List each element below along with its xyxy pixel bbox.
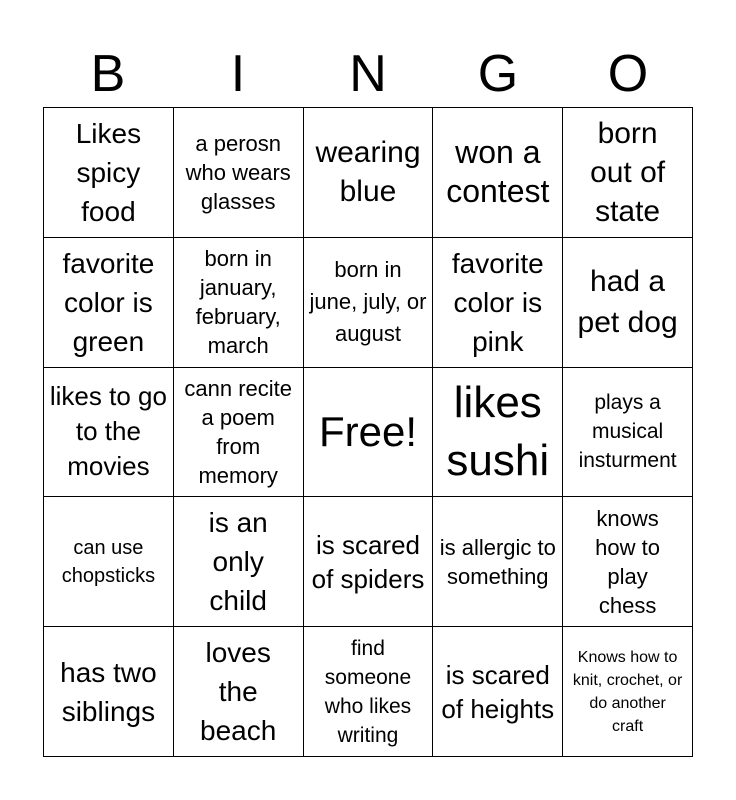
- bingo-cell[interactable]: [563, 627, 693, 757]
- cell-text: likes sushi: [446, 377, 550, 485]
- bingo-cell[interactable]: [304, 368, 434, 498]
- bingo-cell[interactable]: [563, 108, 693, 238]
- cell-text: is an only child: [208, 507, 268, 617]
- bingo-cell[interactable]: [304, 108, 434, 238]
- bingo-cell[interactable]: [433, 108, 563, 238]
- cell-text: Likes spicy food: [75, 117, 142, 227]
- cell-text: is allergic to something: [439, 534, 556, 589]
- bingo-cell[interactable]: [304, 497, 434, 627]
- bingo-cell[interactable]: [563, 368, 693, 498]
- cell-text: find someone who likes writing: [324, 636, 412, 747]
- bingo-cell[interactable]: [433, 497, 563, 627]
- bingo-cell[interactable]: [174, 627, 304, 757]
- cell-text: can use chopsticks: [61, 536, 156, 587]
- bingo-grid: [43, 107, 693, 757]
- header-letter-b: B: [90, 45, 126, 103]
- cell-text: born in january, february, march: [195, 246, 281, 359]
- cell-text: likes to go to the movies: [49, 381, 167, 482]
- cell-text: favorite color is green: [62, 247, 155, 357]
- bingo-header: [43, 40, 693, 108]
- bingo-cell[interactable]: [433, 238, 563, 368]
- bingo-cell[interactable]: [44, 627, 174, 757]
- bingo-cell[interactable]: [304, 238, 434, 368]
- cell-text: born out of state: [590, 116, 666, 228]
- bingo-cell[interactable]: [174, 238, 304, 368]
- bingo-cell[interactable]: [563, 238, 693, 368]
- cell-text: Knows how to knit, crochet, or do another craft: [572, 648, 683, 735]
- header-letter-g: G: [477, 45, 519, 103]
- cell-text: cann recite a poem from memory: [184, 375, 292, 488]
- bingo-cell[interactable]: [304, 627, 434, 757]
- header-letter-o: O: [607, 45, 649, 103]
- cell-text: knows how to play chess: [595, 505, 660, 618]
- bingo-cell[interactable]: [44, 497, 174, 627]
- cell-text: won a contest: [446, 134, 550, 210]
- cell-text: wearing blue: [315, 136, 421, 209]
- bingo-cell[interactable]: [563, 497, 693, 627]
- cell-text: is scared of heights: [441, 659, 555, 724]
- cell-text: loves the beach: [200, 637, 277, 747]
- bingo-cell[interactable]: [433, 627, 563, 757]
- cell-text: a perosn who wears glasses: [185, 130, 291, 214]
- cell-text: favorite color is pink: [451, 247, 544, 357]
- header-letter-n: N: [349, 45, 387, 103]
- cell-text: plays a musical insturment: [578, 391, 677, 473]
- bingo-cell[interactable]: [433, 368, 563, 498]
- bingo-cell[interactable]: [44, 108, 174, 238]
- cell-text: born in june, july, or august: [309, 257, 427, 347]
- bingo-cell[interactable]: [174, 368, 304, 498]
- cell-text: had a pet dog: [577, 265, 678, 340]
- header-letter-i: I: [230, 45, 246, 103]
- bingo-cell[interactable]: [174, 108, 304, 238]
- cell-text: is scared of spiders: [311, 529, 425, 594]
- cell-text: has two siblings: [60, 656, 157, 727]
- bingo-cell[interactable]: [44, 238, 174, 368]
- bingo-cell[interactable]: [44, 368, 174, 498]
- cell-text-free: Free!: [318, 407, 417, 455]
- bingo-cell[interactable]: [174, 497, 304, 627]
